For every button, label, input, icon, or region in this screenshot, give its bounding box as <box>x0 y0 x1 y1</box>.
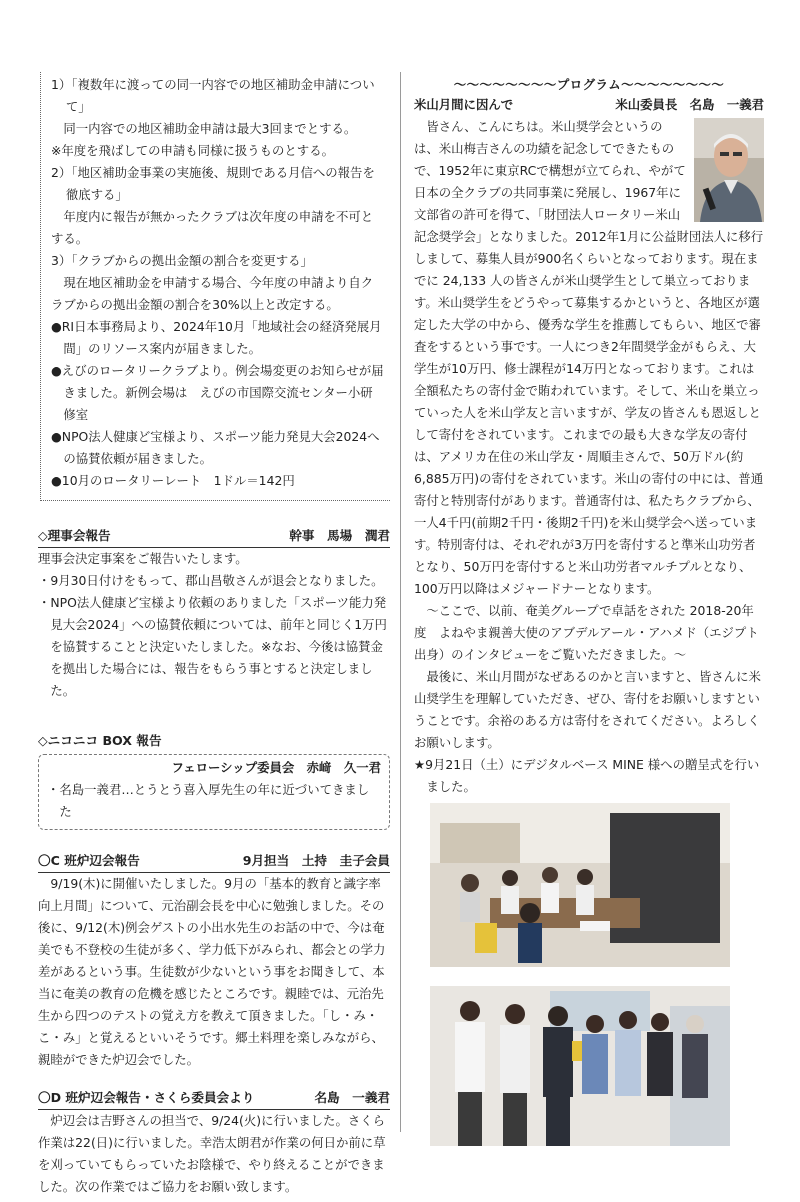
paragraph: 理事会決定事案をご報告いたします。 <box>38 551 248 566</box>
section-title: ◇理事会報告 <box>38 528 111 543</box>
list-item: ●10月のロータリーレート 1ドル＝142円 <box>51 473 295 488</box>
board-report-section <box>38 525 390 702</box>
d-group-report-section <box>38 1087 390 1198</box>
paragraph: 〜ここで、以前、奄美グループで卓話をされた 2018-20年度 よねやま親善大使のアブデルアール・アハメド（エジプト出身）のインタビューをご覧いただきました。〜 <box>414 603 759 662</box>
section-author: フェローシップ委員会 赤﨑 久一君 <box>171 760 381 775</box>
c-group-report-section <box>38 850 390 1071</box>
section-author: 名島 一義君 <box>314 1090 390 1105</box>
list-item: ●NPO法人健康ど宝様より、スポーツ能力発見大会2024への協賛依頼が届きました。 <box>51 429 380 466</box>
group-presentation-photo <box>430 986 730 1146</box>
meeting-room-photo <box>430 803 730 967</box>
column-divider <box>400 72 401 1132</box>
section-title: ◇ニコニコ BOX 報告 <box>38 733 162 748</box>
paragraph: 皆さん、こんにちは。米山奨学会というのは、米山梅吉さんの功績を記念してできたもので、1952年に東京RCで構想が立てられ、やがて日本の全クラブの共同事業に発展し、1967年に文部省の許可を得て、「財団法人ロータリー米山記念奨学会」となりました。2012年1月に公益財団法人に移行しまして、募集人員が900名くらいとなっております。現在までに 24,133 人の皆さんが米山奨学生として巣立っております。米山奨学生をどうやって募集するかというと、各地区が選定した大学の中から、優秀な学生を推薦してもらい、地区で審査をするという事です。一人につき2年間奨学金がもらえ、大学生が10万円、修士課程が14万円となっております。これは全額私たちの寄付金で賄われています。そして、米山を巣立っていった人を米山学友と言いますが、学友の皆さんも恩返しとして寄付をされています。これまでの最も大きな学友の寄付は、アメリカ在住の米山学友・周順圭さんで、50万ドル(約6,885万円)の寄付をされています。米山の寄付の中には、普通寄付と特別寄付があります。普通寄付は、私たちクラブから、一人4千円(前期2千円・後期2千円)を米山奨学会へ送っています。特別寄付は、それぞれが3万円を寄付すると準米山功労者となり、50万円を寄付すると米山功労者マルチプルとなり、100万円以降はメジャードナーとなります。 <box>414 119 764 596</box>
section-author: 9月担当 土持 圭子会員 <box>242 853 390 868</box>
program-header <box>414 94 764 116</box>
paragraph: ★9月21日（土）にデジタルベース MINE 様への贈呈式を行いました。 <box>414 757 760 794</box>
district-notice-box <box>40 72 390 501</box>
right-column <box>414 76 764 798</box>
section-title: 〇C 班炉辺会報告 <box>38 853 140 868</box>
paragraph: 最後に、米山月間がなぜあるのかと言いますと、皆さんに米山奨学生を理解していただき、ぜひ、寄付をお願いしますということです。余裕のある方は寄付をされてください。よろしくお願いします。 <box>414 669 761 750</box>
program-title: 〜〜〜〜〜〜〜〜プログラム〜〜〜〜〜〜〜〜 <box>453 77 725 92</box>
list-item: 現在地区補助金を申請する場合、今年度の申請より自クラブからの拠出金額の割合を30%以上と改定する。 <box>51 275 374 312</box>
section-header <box>38 730 390 752</box>
list-item: 1）「複数年に渡っての同一内容での地区補助金申請について」 <box>51 77 375 114</box>
list-item: 同一内容での地区補助金申請は最大3回までとする。 <box>63 121 357 136</box>
list-item: 年度内に報告が無かったクラブは次年度の申請を不可とする。 <box>51 209 374 246</box>
paragraph: ・名島一義君…とうとう喜入厚先生の年に近づいてきました <box>47 782 370 819</box>
speaker-portrait-photo <box>694 118 764 222</box>
list-item: 3）「クラブからの拠出金額の割合を変更する」 <box>51 253 313 268</box>
program-speaker: 米山委員長 名島 一義君 <box>615 97 764 112</box>
paragraph: 9/19(木)に開催いたしました。9月の「基本的教育と識字率向上月間」について、元治副会長を中心に勉強しました。その後に、9/12(木)例会ゲストの小出水先生のお話の中で、今は奄美でも不登校の生徒が多く、学力低下がみられ、都会との学力差があるという事。生徒数が少ないという事をお聞きして、本当に奄美の教育の危機を感じたところです。親睦では、元治先生から四つのテストの覚え方を教えて頂きました。「し・み・こ・み」と覚えるといいそうです。郷土料理を楽しみながら、親睦ができた炉辺会でした。 <box>38 876 386 1067</box>
section-author: 幹事 馬場 潤君 <box>289 528 390 543</box>
list-item: ●えびのロータリークラブより。例会場変更のお知らせが届きました。新例会場は えびの市国際交流センター小研修室 <box>51 363 384 422</box>
paragraph: ・9月30日付けをもって、郡山昌敬さんが退会となりました。 <box>38 573 384 588</box>
nikoniko-box-section <box>38 730 390 830</box>
section-header <box>38 850 390 873</box>
nikoniko-box <box>38 754 390 830</box>
list-item: ※年度を飛ばしての申請も同様に扱うものとする。 <box>51 143 334 158</box>
list-item: 2）「地区補助金事業の実施後、規則である月信への報告を徹底する」 <box>51 165 375 202</box>
section-title: 〇D 班炉辺会報告・さくら委員会より <box>38 1090 255 1105</box>
section-header <box>38 525 390 548</box>
paragraph: ・NPO法人健康ど宝様より依頼のありました「スポーツ能力発見大会2024」への協賛依頼については、前年と同じく1万円を協賛することと決定いたしました。※なお、今後は協賛金を拠出した場合には、報告をもらう事とすると決定しました。 <box>38 595 387 698</box>
program-subject: 米山月間に因んで <box>414 97 514 112</box>
section-header <box>38 1087 390 1110</box>
list-item: ●RI日本事務局より、2024年10月「地域社会の経済発展月間」のリソース案内が届きました。 <box>51 319 382 356</box>
paragraph: 炉辺会は吉野さんの担当で、9/24(火)に行いました。さくら作業は22(日)に行いました。幸浩太朗君が作業の何日か前に草を刈っていてもらっていたお陰様で、やり終えることができました。次の作業ではご協力をお願い致します。 <box>38 1113 386 1194</box>
left-column <box>38 72 390 1198</box>
